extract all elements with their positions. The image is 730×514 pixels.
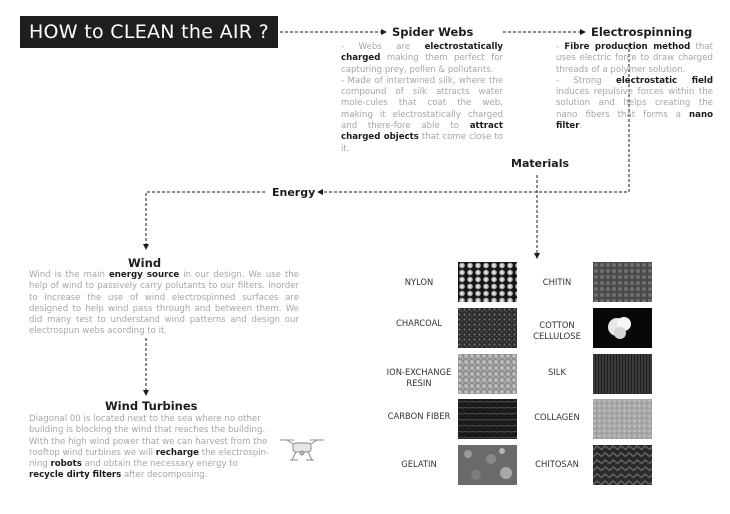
materials-label: Materials [511, 157, 570, 170]
wind-turbines-heading: Wind Turbines [105, 399, 198, 413]
spider-webs-heading: Spider Webs [392, 25, 474, 39]
material-label-gelatin: GELATIN [401, 459, 437, 469]
material-label-cotton-cellulose: COTTON CELLULOSE [533, 320, 581, 341]
electrospinning-text: - Fibre production method that uses electric force to draw charged threads of a polymer solution. - Strong electrostatic field induces repulsive forces within the solution and helps creating the nano fibers that forms a nano filter. [556, 42, 713, 132]
ion-exchange-resin-texture-image [458, 354, 517, 394]
charcoal-texture-image [458, 308, 517, 348]
carbon-fiber-texture-image [458, 399, 517, 439]
chitosan-texture-image [593, 445, 652, 485]
electrospinning-heading: Electrospinning [591, 25, 693, 39]
gelatin-texture-image [458, 445, 517, 485]
material-label-collagen: COLLAGEN [534, 412, 580, 422]
page-title: HOW to CLEAN the AIR ? [20, 16, 278, 48]
cotton-cellulose-texture-image [593, 308, 652, 348]
spider-webs-text: - Webs are electrostatically charged making them perfect for capturing prey, pollen & pollutants. - Made of intertwined silk, where the compound of silk attracts water mole-cules that coat the web, making it electrostatically charged and there-fore able to attract charged objects that come close to it. [341, 42, 503, 154]
drone-illustration [276, 430, 328, 464]
collagen-texture-image [593, 399, 652, 439]
material-label-nylon: NYLON [404, 277, 434, 287]
arrow-energy-to-wind [146, 192, 265, 249]
nylon-texture-image [458, 262, 517, 302]
chitin-texture-image [593, 262, 652, 302]
silk-texture-image [593, 354, 652, 394]
material-label-ion-exchange-resin: ION-EXCHANGE RESIN [386, 367, 452, 388]
material-label-silk: SILK [548, 367, 566, 377]
wind-text: Wind is the main energy source in our design. We use the help of wind to passively carry polutants to our filters. Inorder to increase the use of wind electrospinned surfaces are designed to help wind pass through and between them. We did many test to understand wind patterns and design our electrospun webs acording to it. [29, 270, 299, 337]
material-label-chitosan: CHITOSAN [535, 459, 579, 469]
wind-turbines-text: Diagonal 00 is located next to the sea where no other building is blocking the wind that reaches the building. With the high wind power that we can harvest from the rooftop wind turbines we will recharge the electrospin-ning robots and obtain the necessary energy to recycle dirty filters after decomposing. [29, 414, 270, 481]
material-label-charcoal: CHARCOAL [396, 318, 442, 328]
material-label-chitin: CHITIN [542, 277, 572, 287]
material-label-carbon-fiber: CARBON FIBER [387, 411, 451, 421]
energy-label: Energy [272, 186, 316, 199]
wind-heading: Wind [128, 256, 162, 270]
